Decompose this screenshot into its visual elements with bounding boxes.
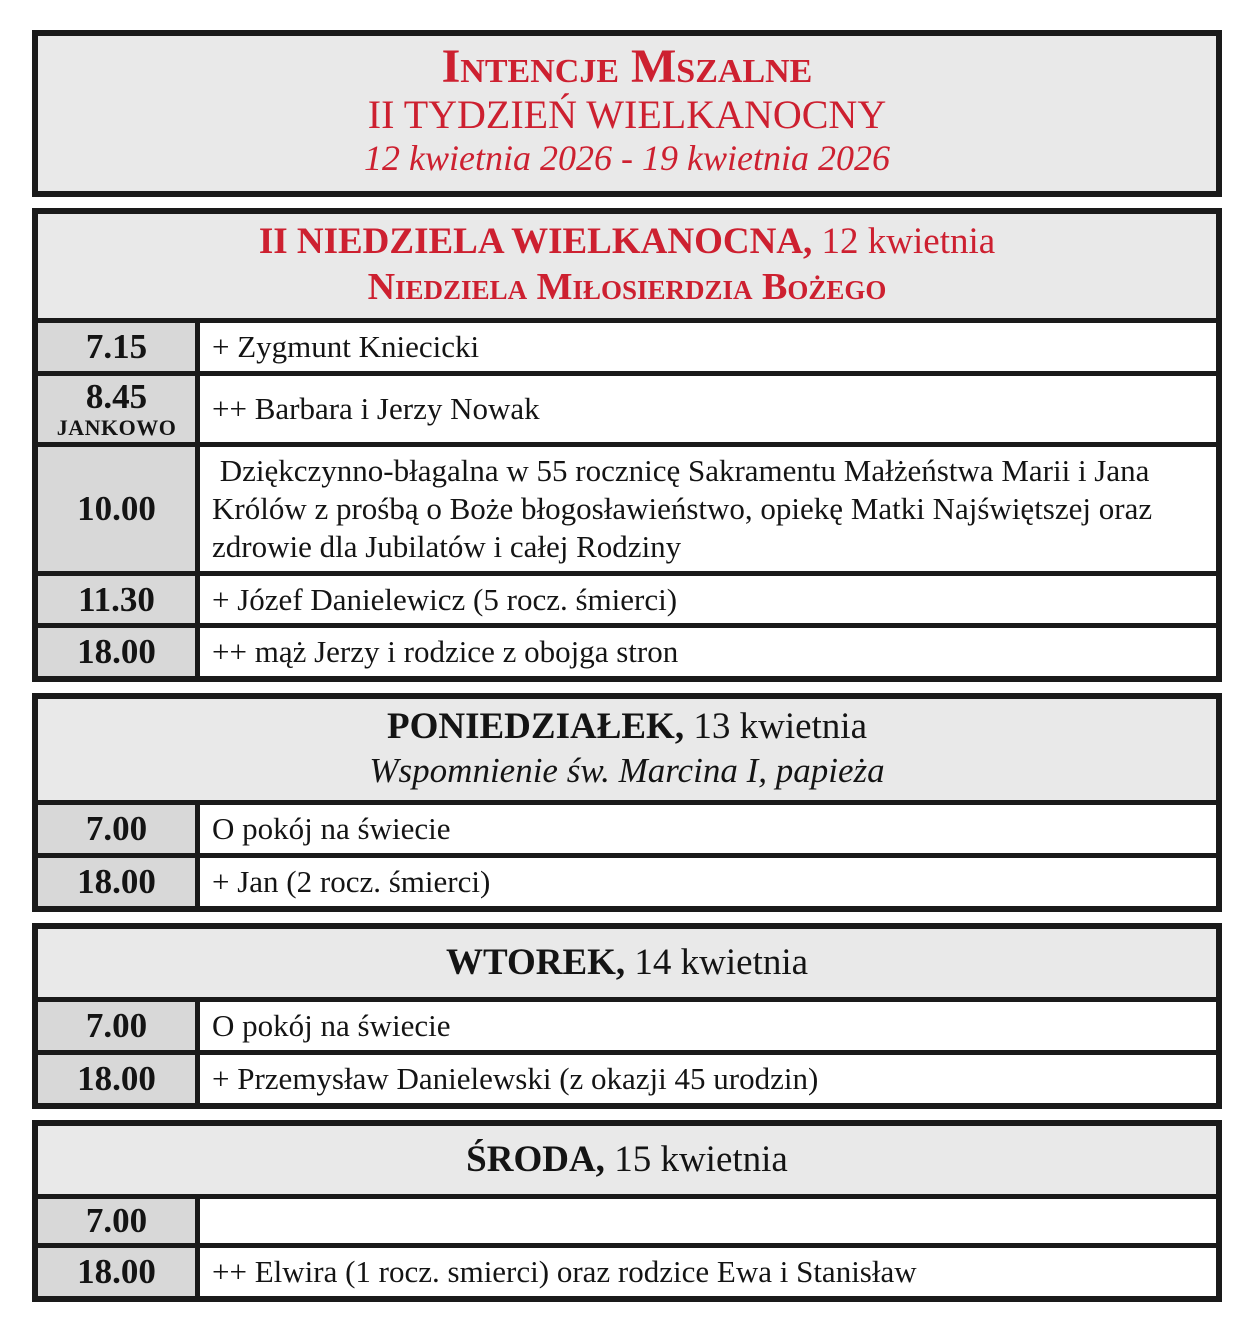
mass-intention: ++ Barbara i Jerzy Nowak bbox=[212, 391, 540, 427]
time-cell bbox=[38, 628, 200, 676]
intention-cell bbox=[200, 1002, 1216, 1050]
mass-intention: + Józef Danielewicz (5 rocz. śmierci) bbox=[212, 581, 678, 617]
day-date: 14 kwietnia bbox=[634, 941, 809, 983]
mass-time: 7.00 bbox=[85, 1006, 148, 1046]
mass-time: 7.00 bbox=[85, 808, 148, 848]
intention-cell bbox=[200, 1055, 1216, 1103]
day-title bbox=[48, 221, 1206, 264]
day-header bbox=[38, 214, 1216, 318]
day-section bbox=[32, 1120, 1222, 1302]
mass-row bbox=[38, 318, 1216, 371]
day-subtitle: Niedziela Miłosierdzia Bożego bbox=[367, 265, 887, 308]
day-title bbox=[48, 1139, 1206, 1182]
mass-row bbox=[38, 800, 1216, 853]
intention-cell bbox=[200, 1199, 1216, 1243]
intention-cell bbox=[200, 576, 1216, 624]
mass-intention: ++ mąż Jerzy i rodzice z obojga stron bbox=[212, 634, 679, 670]
mass-rows bbox=[38, 800, 1216, 906]
mass-intention: + Jan (2 rocz. śmierci) bbox=[212, 863, 491, 899]
intention-cell bbox=[200, 323, 1216, 371]
day-section bbox=[32, 693, 1222, 911]
time-cell bbox=[38, 858, 200, 906]
mass-intention: + Przemysław Danielewski (z okazji 45 urodzin) bbox=[212, 1060, 819, 1096]
time-cell bbox=[38, 1055, 200, 1103]
mass-time: 18.00 bbox=[77, 1058, 156, 1098]
time-cell bbox=[38, 1248, 200, 1296]
day-name: PONIEDZIAŁEK, bbox=[387, 706, 685, 748]
mass-row bbox=[38, 1243, 1216, 1296]
mass-rows bbox=[38, 997, 1216, 1103]
intention-cell bbox=[200, 1248, 1216, 1296]
mass-row bbox=[38, 853, 1216, 906]
mass-intention: O pokój na świecie bbox=[212, 810, 451, 846]
mass-rows bbox=[38, 1194, 1216, 1296]
time-cell bbox=[38, 576, 200, 624]
time-cell bbox=[38, 323, 200, 371]
mass-intention: Dziękczynno-błagalna w 55 rocznicę Sakramentu Małżeństwa Marii i Jana Królów z prośbą o Boże błogosławieństwo, opiekę Matki Najświętszej oraz zdrowie dla Jubilatów i całej Rodziny bbox=[212, 453, 1160, 564]
time-cell bbox=[38, 1002, 200, 1050]
mass-time: 18.00 bbox=[77, 1252, 156, 1292]
mass-time: 11.30 bbox=[78, 579, 155, 619]
mass-rows bbox=[38, 318, 1216, 676]
mass-row bbox=[38, 571, 1216, 624]
day-section bbox=[32, 208, 1222, 682]
intention-cell bbox=[200, 376, 1216, 442]
week-subtitle: II TYDZIEŃ WIELKANOCNY bbox=[367, 91, 887, 137]
mass-intention: O pokój na świecie bbox=[212, 1008, 451, 1044]
intention-cell bbox=[200, 858, 1216, 906]
day-name: WTOREK, bbox=[445, 941, 626, 983]
intention-cell bbox=[200, 447, 1216, 570]
mass-row bbox=[38, 623, 1216, 676]
mass-time: 18.00 bbox=[77, 632, 156, 672]
day-subtitle: Wspomnienie św. Marcina I, papieża bbox=[369, 750, 885, 790]
mass-time: 8.45 bbox=[85, 377, 148, 417]
day-sections bbox=[32, 208, 1222, 1302]
mass-row bbox=[38, 997, 1216, 1050]
time-cell bbox=[38, 1199, 200, 1243]
mass-time: 10.00 bbox=[77, 488, 156, 528]
day-name: ŚRODA, bbox=[466, 1138, 605, 1180]
mass-row bbox=[38, 1194, 1216, 1243]
time-cell bbox=[38, 447, 200, 570]
day-title bbox=[48, 706, 1206, 749]
mass-row bbox=[38, 1050, 1216, 1103]
day-date: 15 kwietnia bbox=[614, 1138, 788, 1180]
mass-row bbox=[38, 442, 1216, 570]
day-header bbox=[38, 929, 1216, 998]
mass-time: 18.00 bbox=[77, 861, 156, 901]
date-range: 12 kwietnia 2026 - 19 kwietnia 2026 bbox=[364, 137, 890, 178]
mass-time: 7.00 bbox=[85, 1201, 148, 1241]
intention-cell bbox=[200, 628, 1216, 676]
day-date: 13 kwietnia bbox=[693, 706, 867, 748]
day-header bbox=[38, 1126, 1216, 1195]
time-cell bbox=[38, 805, 200, 853]
mass-intention: + Zygmunt Kniecicki bbox=[212, 329, 480, 365]
intention-cell bbox=[200, 805, 1216, 853]
day-section bbox=[32, 923, 1222, 1109]
day-date: 12 kwietnia bbox=[821, 221, 996, 263]
mass-time: 7.15 bbox=[85, 327, 148, 367]
day-header bbox=[38, 699, 1216, 800]
title-block bbox=[32, 30, 1222, 197]
day-title bbox=[48, 942, 1206, 985]
mass-place: JANKOWO bbox=[56, 414, 177, 440]
mass-row bbox=[38, 371, 1216, 442]
day-name: II NIEDZIELA WIELKANOCNA, bbox=[258, 221, 813, 263]
mass-intention: ++ Elwira (1 rocz. smierci) oraz rodzice Ewa i Stanisław bbox=[212, 1254, 917, 1290]
time-cell bbox=[38, 376, 200, 442]
page-title: Intencje Mszalne bbox=[441, 40, 813, 93]
